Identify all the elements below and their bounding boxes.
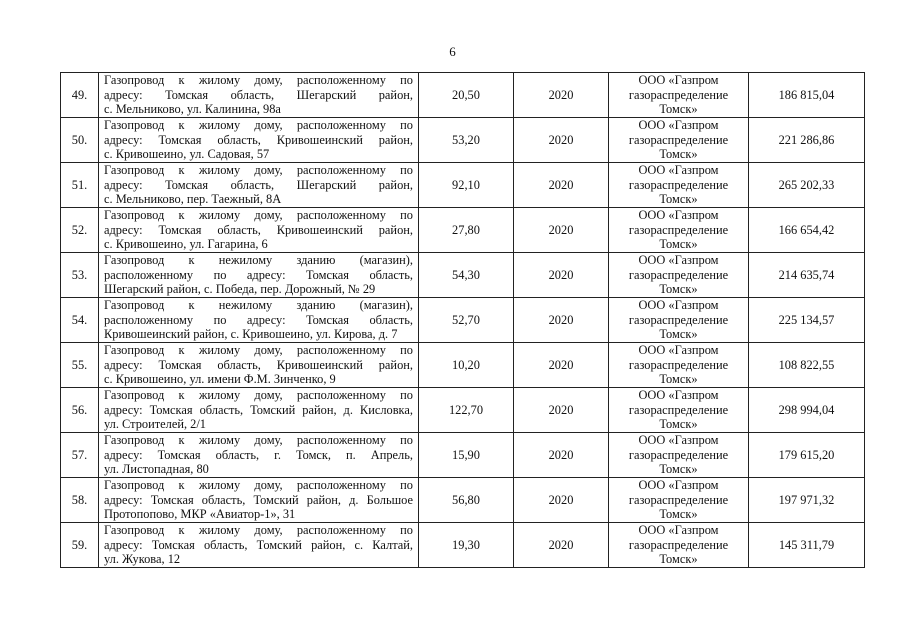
table-row: [61, 73, 865, 118]
cost: 145 311,79: [749, 523, 865, 568]
year: 2020: [514, 343, 609, 388]
row-number: 59.: [61, 523, 99, 568]
row-number: 55.: [61, 343, 99, 388]
organization-line: ООО «Газпром: [638, 433, 719, 448]
row-number: 51.: [61, 163, 99, 208]
year: 2020: [514, 208, 609, 253]
organization-line: Томск»: [659, 552, 698, 567]
pipeline-length: 15,90: [419, 433, 514, 478]
object-description: [99, 298, 419, 343]
object-description: [99, 388, 419, 433]
pipeline-length: 19,30: [419, 523, 514, 568]
description-line: Газопровод к жилому дому, расположенному по: [104, 523, 413, 538]
description-line: с. Мельниково, ул. Калинина, 98а: [104, 102, 281, 117]
row-number: 53.: [61, 253, 99, 298]
table-row: [61, 208, 865, 253]
organization-line: газораспределение: [628, 312, 729, 327]
organization-line: газораспределение: [628, 177, 729, 192]
pipeline-length: 10,20: [419, 343, 514, 388]
row-number: 58.: [61, 478, 99, 523]
description-line: адресу: Томская область, г. Томск, п. Апрель,: [104, 447, 413, 462]
description-line: с. Кривошеино, ул. Садовая, 57: [104, 147, 270, 162]
organization: [609, 298, 749, 343]
organization-line: Томск»: [659, 372, 698, 387]
organization-line: газораспределение: [628, 87, 729, 102]
description-line: Газопровод к жилому дому, расположенному по: [104, 208, 413, 223]
year: 2020: [514, 478, 609, 523]
page-number: 6: [449, 44, 456, 59]
object-description: [99, 343, 419, 388]
object-description: [99, 118, 419, 163]
organization: [609, 163, 749, 208]
description-line: Газопровод к жилому дому, расположенному по: [104, 163, 413, 178]
year: 2020: [514, 433, 609, 478]
object-description: [99, 208, 419, 253]
organization-line: ООО «Газпром: [638, 298, 719, 313]
description-line: ул. Листопадная, 80: [104, 462, 209, 477]
organization-line: Томск»: [659, 282, 698, 297]
organization-line: ООО «Газпром: [638, 478, 719, 493]
cost: 265 202,33: [749, 163, 865, 208]
table-row: [61, 388, 865, 433]
year: 2020: [514, 523, 609, 568]
organization-line: ООО «Газпром: [638, 388, 719, 403]
description-line: Газопровод к жилому дому, расположенному по: [104, 478, 413, 493]
description-line: адресу: Томская область, Кривошеинский район,: [104, 132, 413, 147]
organization-line: ООО «Газпром: [638, 523, 719, 538]
cost: 225 134,57: [749, 298, 865, 343]
description-line: Газопровод к жилому дому, расположенному по: [104, 433, 413, 448]
pipeline-length: 27,80: [419, 208, 514, 253]
registry-table: [60, 72, 865, 568]
organization-line: газораспределение: [628, 222, 729, 237]
organization-line: ООО «Газпром: [638, 253, 719, 268]
table-row: [61, 298, 865, 343]
table-row: [61, 433, 865, 478]
year: 2020: [514, 253, 609, 298]
organization-line: Томск»: [659, 102, 698, 117]
year: 2020: [514, 388, 609, 433]
object-description: [99, 253, 419, 298]
organization-line: газораспределение: [628, 402, 729, 417]
table-row: [61, 118, 865, 163]
row-number: 49.: [61, 73, 99, 118]
organization-line: ООО «Газпром: [638, 163, 719, 178]
object-description: [99, 523, 419, 568]
description-line: Газопровод к жилому дому, расположенному по: [104, 73, 413, 88]
pipeline-length: 122,70: [419, 388, 514, 433]
description-line: с. Кривошеино, ул. имени Ф.М. Зинченко, 9: [104, 372, 336, 387]
organization-line: ООО «Газпром: [638, 118, 719, 133]
pipeline-length: 20,50: [419, 73, 514, 118]
description-line: адресу: Томская область, Томский район, д. Кисловка,: [104, 402, 413, 417]
description-line: Газопровод к жилому дому, расположенному по: [104, 118, 413, 133]
description-line: ул. Строителей, 2/1: [104, 417, 206, 432]
description-line: с. Кривошеино, ул. Гагарина, 6: [104, 237, 268, 252]
description-line: ул. Жукова, 12: [104, 552, 181, 567]
row-number: 50.: [61, 118, 99, 163]
description-line: адресу: Томская область, Кривошеинский район,: [104, 357, 413, 372]
row-number: 57.: [61, 433, 99, 478]
cost: 179 615,20: [749, 433, 865, 478]
organization-line: Томск»: [659, 462, 698, 477]
organization-line: ООО «Газпром: [638, 343, 719, 358]
organization-line: газораспределение: [628, 447, 729, 462]
description-line: расположенному по адресу: Томская область,: [104, 312, 413, 327]
organization-line: Томск»: [659, 147, 698, 162]
table-row: [61, 163, 865, 208]
object-description: [99, 433, 419, 478]
year: 2020: [514, 118, 609, 163]
pipeline-length: 52,70: [419, 298, 514, 343]
organization: [609, 343, 749, 388]
cost: 221 286,86: [749, 118, 865, 163]
description-line: Газопровод к жилому дому, расположенному по: [104, 388, 413, 403]
organization: [609, 208, 749, 253]
cost: 197 971,32: [749, 478, 865, 523]
table-row: [61, 523, 865, 568]
description-line: Кривошеинский район, с. Кривошеино, ул. Кирова, д. 7: [104, 327, 398, 342]
object-description: [99, 478, 419, 523]
organization: [609, 478, 749, 523]
description-line: Газопровод к нежилому зданию (магазин),: [104, 298, 413, 313]
organization-line: ООО «Газпром: [638, 73, 719, 88]
description-line: Газопровод к жилому дому, расположенному по: [104, 343, 413, 358]
year: 2020: [514, 163, 609, 208]
organization-line: ООО «Газпром: [638, 208, 719, 223]
pipeline-length: 92,10: [419, 163, 514, 208]
organization-line: Томск»: [659, 237, 698, 252]
row-number: 54.: [61, 298, 99, 343]
pipeline-length: 56,80: [419, 478, 514, 523]
object-description: [99, 73, 419, 118]
table-row: [61, 253, 865, 298]
description-line: Шегарский район, с. Победа, пер. Дорожный, № 29: [104, 282, 376, 297]
registry-table-body: [61, 73, 865, 568]
cost: 186 815,04: [749, 73, 865, 118]
table-row: [61, 343, 865, 388]
year: 2020: [514, 298, 609, 343]
organization-line: Томск»: [659, 327, 698, 342]
organization-line: Томск»: [659, 417, 698, 432]
object-description: [99, 163, 419, 208]
organization: [609, 388, 749, 433]
organization: [609, 253, 749, 298]
cost: 298 994,04: [749, 388, 865, 433]
organization-line: газораспределение: [628, 537, 729, 552]
organization-line: газораспределение: [628, 132, 729, 147]
row-number: 52.: [61, 208, 99, 253]
description-line: адресу: Томская область, Шегарский район,: [104, 87, 413, 102]
description-line: с. Мельниково, пер. Таежный, 8А: [104, 192, 282, 207]
organization-line: Томск»: [659, 192, 698, 207]
row-number: 56.: [61, 388, 99, 433]
description-line: расположенному по адресу: Томская область,: [104, 267, 413, 282]
organization: [609, 118, 749, 163]
cost: 108 822,55: [749, 343, 865, 388]
cost: 166 654,42: [749, 208, 865, 253]
pipeline-length: 53,20: [419, 118, 514, 163]
organization-line: Томск»: [659, 507, 698, 522]
table-row: [61, 478, 865, 523]
organization: [609, 73, 749, 118]
description-line: Протопопово, МКР «Авиатор-1», 31: [104, 507, 296, 522]
organization-line: газораспределение: [628, 267, 729, 282]
description-line: адресу: Томская область, Шегарский район,: [104, 177, 413, 192]
organization-line: газораспределение: [628, 492, 729, 507]
organization: [609, 523, 749, 568]
organization: [609, 433, 749, 478]
description-line: адресу: Томская область, Томский район, д. Большое: [104, 492, 413, 507]
organization-line: газораспределение: [628, 357, 729, 372]
pipeline-length: 54,30: [419, 253, 514, 298]
description-line: адресу: Томская область, Кривошеинский район,: [104, 222, 413, 237]
year: 2020: [514, 73, 609, 118]
cost: 214 635,74: [749, 253, 865, 298]
description-line: адресу: Томская область, Томский район, с. Калтай,: [104, 537, 413, 552]
description-line: Газопровод к нежилому зданию (магазин),: [104, 253, 413, 268]
